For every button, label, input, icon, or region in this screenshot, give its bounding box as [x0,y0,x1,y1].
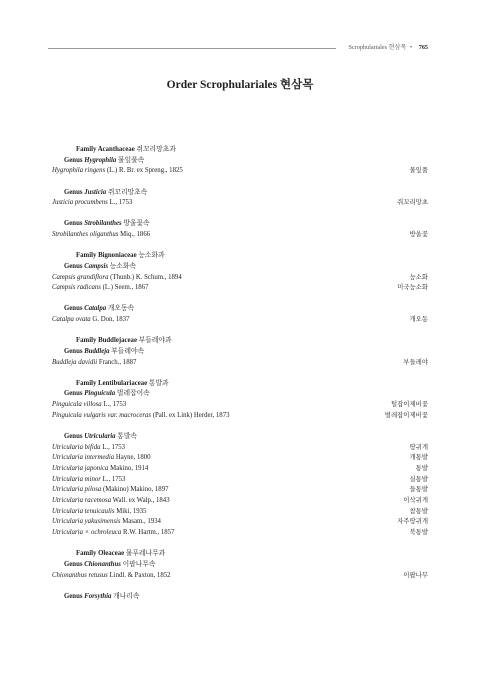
species-authority: G. Don, 1837 [92,316,130,323]
species-row [52,464,428,475]
family-name: Family Buddlejaceae [76,337,137,345]
species-korean-name: 쥐꼬리망초 [397,199,428,207]
species-scientific-name: Utricularia × ochroleuca [52,529,122,537]
species-entry [52,507,146,518]
species-scientific-name: Hygrophila ringens [52,167,106,175]
genus-prefix: Genus [64,347,83,355]
species-entry [52,166,183,177]
species-scientific-name: Strobilanthes oliganthus [52,231,119,238]
species-scientific-name: Campsis radicans [52,284,101,292]
species-row [52,166,428,177]
genus-prefix: Genus [64,220,83,228]
family-heading [52,549,428,560]
species-authority: (Pall. ex Link) Herder, 1873 [152,411,230,419]
species-scientific-name: Utricularia tenuicaulis [52,507,115,515]
species-entry [52,443,125,454]
species-entry [52,273,182,284]
family-heading [52,251,428,262]
taxon-block [52,251,428,294]
species-entry [52,230,150,241]
species-row [52,528,428,539]
genus-prefix: Genus [64,592,83,600]
species-korean-name: 땅귀개 [409,443,428,451]
species-korean-name: 물잎풀 [409,167,428,175]
family-heading [52,145,428,156]
species-scientific-name: Pinguicula vulgaris var. macroceras [52,411,152,419]
species-scientific-name: Utricularia yakusimensis [52,518,121,526]
genus-prefix: Genus [64,188,83,196]
genus-korean-name: 개오동속 [107,305,135,313]
genus-prefix: Genus [64,560,83,568]
species-korean-name: 미국능소화 [397,284,428,292]
genus-heading [52,188,428,199]
genus-prefix: Genus [64,305,83,313]
genus-prefix: Genus [64,390,83,398]
genus-name: Utricularia [84,432,116,440]
taxonomy-list [52,145,428,613]
species-entry [52,464,148,475]
species-entry [52,528,174,539]
genus-name: Chionanthus [84,560,121,568]
species-korean-name: 부들레야 [403,358,428,366]
species-korean-name: 능소화 [409,273,428,281]
species-scientific-name: Utricularia pilosa [52,486,102,494]
header-rule [48,48,336,49]
species-korean-name: 개통발 [409,454,428,462]
species-row [52,400,428,411]
genus-heading [52,219,428,230]
taxon-block [52,219,428,240]
species-authority: L., 1753 [102,443,126,451]
species-entry [52,198,132,209]
species-authority: Masam., 1934 [122,518,161,526]
species-scientific-name: Justicia procumbens [52,199,108,207]
species-scientific-name: Utricularia intermedia [52,454,115,462]
genus-korean-name: 방울꽃속 [123,220,150,228]
species-entry [52,400,126,411]
species-authority: Miq., 1866 [120,231,151,238]
species-authority: (Makino) Makino, 1897 [102,486,169,494]
genus-name: Hygrophila [84,156,117,164]
species-authority: Franch., 1887 [98,358,137,366]
species-korean-name: 통발 [415,464,428,472]
species-korean-name: 북통발 [409,529,428,537]
genus-heading [52,432,428,443]
genus-prefix: Genus [64,156,83,164]
species-entry [52,358,136,369]
family-korean-name: 통발과 [148,379,169,387]
genus-korean-name: 이팝나무속 [122,560,156,568]
species-authority: Lindl. & Paxton, 1852 [109,571,171,579]
species-authority: (Thunb.) K. Schum., 1894 [110,273,182,281]
genus-korean-name: 개나리속 [113,592,140,600]
species-authority: (L.) Seem., 1867 [102,284,149,292]
genus-name: Justicia [84,188,107,196]
family-name: Family Oleaceae [76,550,125,558]
genus-korean-name: 쥐꼬리망초속 [107,188,148,196]
species-korean-name: 이팝나무 [403,571,428,579]
species-authority: L., 1753 [109,199,133,207]
genus-korean-name: 벌레잡이속 [116,390,150,398]
species-authority: Miki, 1935 [116,507,147,515]
species-row [52,443,428,454]
species-entry [52,485,169,496]
page-title: Order Scrophulariales 현삼목 [166,79,314,91]
taxon-block [52,188,428,209]
header-section: Scrophulariales 현삼목 [348,44,407,51]
taxon-block [52,336,428,368]
species-scientific-name: Utricularia bifida [52,443,101,451]
species-authority: R.W. Hartm., 1857 [122,529,175,537]
species-entry [52,496,170,507]
family-heading [52,379,428,390]
genus-heading [52,156,428,167]
species-scientific-name: Utricularia minor [52,475,101,483]
species-row [52,411,428,422]
genus-name: Pinguicula [84,390,116,398]
genus-korean-name: 능소화속 [109,262,136,270]
genus-prefix: Genus [64,262,83,270]
species-korean-name: 벌레잡이제비꽃 [384,411,428,419]
species-row [52,485,428,496]
family-korean-name: 능소화과 [138,252,165,260]
species-row [52,230,428,241]
species-scientific-name: Buddleja davidii [52,358,98,366]
species-entry [52,517,161,528]
species-entry [52,315,129,326]
genus-heading [52,560,428,571]
genus-korean-name: 통발속 [117,432,137,440]
family-heading [52,336,428,347]
species-row [52,198,428,209]
species-entry [52,475,125,486]
species-authority: Hayne, 1800 [115,454,151,462]
genus-korean-name: 물잎풀속 [118,156,145,164]
species-scientific-name: Utricularia racemosa [52,497,112,505]
taxon-block [52,304,428,325]
species-entry [52,283,148,294]
family-name: Family Lentibulariaceae [76,379,148,387]
species-row [52,358,428,369]
genus-heading [52,389,428,400]
genus-name: Forsythia [84,592,112,600]
header-bullet: • [410,44,413,51]
taxon-block [52,145,428,177]
species-authority: (L.) R. Br. ex Spreng., 1825 [106,167,183,175]
species-scientific-name: Pinguicula villosa [52,401,102,408]
genus-name: Buddleja [84,347,110,355]
species-authority: Makino, 1914 [110,464,149,472]
genus-heading [52,347,428,358]
taxon-block [52,432,428,539]
genus-name: Campsis [84,262,109,270]
family-name: Family Acanthaceae [76,146,135,153]
species-row [52,496,428,507]
species-entry [52,453,151,464]
family-name: Family Bignoniaceae [76,252,137,260]
species-entry [52,571,171,582]
species-row [52,517,428,528]
species-authority: L., 1753 [103,401,127,408]
species-entry [52,411,230,422]
species-scientific-name: Chionanthus retusus [52,571,108,579]
genus-prefix: Genus [64,432,83,440]
page-number: 765 [418,44,428,51]
species-korean-name: 실통발 [409,475,428,483]
species-row [52,273,428,284]
running-header [348,42,428,51]
genus-heading [52,304,428,315]
species-korean-name: 털잡이제비꽃 [390,401,428,408]
genus-name: Strobilanthes [84,220,122,228]
species-scientific-name: Utricularia japonica [52,464,109,472]
taxon-block [52,592,428,603]
taxon-block [52,549,428,581]
genus-heading [52,262,428,273]
species-authority: Wall. ex Walp., 1843 [112,497,170,505]
species-row [52,315,428,326]
genus-name: Catalpa [84,305,107,313]
species-korean-name: 개오동 [409,316,428,323]
species-row [52,571,428,582]
species-row [52,507,428,518]
family-korean-name: 쥐꼬리망초과 [136,146,176,153]
species-scientific-name: Catalpa ovata [52,316,91,323]
species-korean-name: 이삭귀개 [403,497,428,505]
species-row [52,475,428,486]
species-korean-name: 들통발 [409,486,428,494]
family-korean-name: 부들레야과 [138,337,172,345]
genus-heading [52,592,428,603]
species-korean-name: 방울꽃 [409,231,428,238]
species-scientific-name: Campsis grandiflora [52,273,109,281]
species-row [52,283,428,294]
taxon-block [52,379,428,422]
genus-korean-name: 부들레야속 [111,347,145,355]
species-korean-name: 자주땅귀개 [397,518,428,526]
species-authority: L., 1753 [102,475,126,483]
species-row [52,453,428,464]
family-korean-name: 물푸레나무과 [125,550,166,558]
species-korean-name: 참통발 [409,507,428,515]
